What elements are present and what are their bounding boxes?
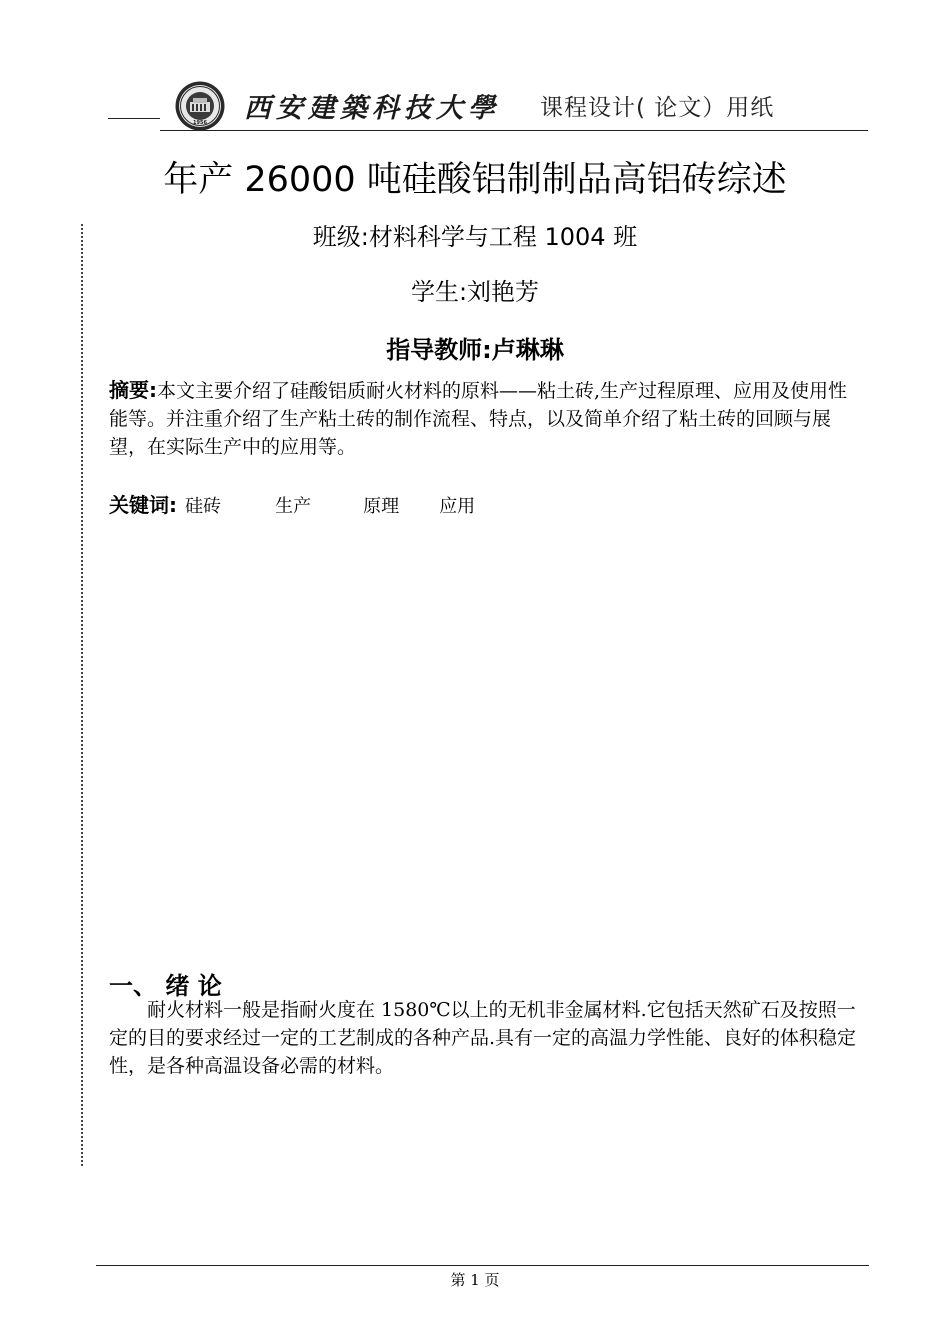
- keyword-item: 硅砖: [185, 496, 222, 517]
- student-info: 学生:刘艳芳: [410, 278, 540, 306]
- keyword-item: 原理: [363, 496, 400, 517]
- footer-rule: [96, 1265, 869, 1266]
- keyword-item: 生产: [275, 496, 312, 517]
- document-title: 年产 26000 吨硅酸铝制制品高铝砖综述: [163, 160, 787, 200]
- abstract-text: 本文主要介绍了硅酸铝质耐火材料的原料——粘土砖,生产过程原理、应用及使用性能等。并注重介绍了生产粘土砖的制作流程、特点，以及简单介绍了粘土砖的回顾与展望，在实际生产中的应用等。: [109, 380, 848, 458]
- binding-line: [81, 224, 83, 1166]
- class-info: 班级:材料科学与工程 1004 班: [312, 223, 638, 251]
- keywords-label: 关键词:: [109, 493, 177, 517]
- page-number: 第 1 页: [450, 1271, 500, 1289]
- abstract: [109, 376, 859, 461]
- abstract-label: 摘要:: [109, 378, 157, 402]
- keywords: [109, 489, 475, 518]
- seal-year: 1956: [193, 120, 207, 126]
- section-body: [109, 996, 859, 1080]
- paper-type-label: 课程设计( 论文）用纸: [540, 95, 775, 121]
- section-heading: 一、 绪 论: [109, 972, 222, 1000]
- keyword-item: 应用: [439, 496, 476, 517]
- header-rule: [160, 130, 868, 131]
- advisor-info: 指导教师:卢琳琳: [386, 336, 564, 364]
- university-seal-icon: [174, 80, 226, 132]
- university-name: 西安建築科技大學: [244, 93, 500, 124]
- header-rule-left: [108, 118, 160, 119]
- section-body-text: 耐火材料一般是指耐火度在 1580℃以上的无机非金属材料.它包括天然矿石及按照一定的目的要求经过一定的工艺制成的各种产品.具有一定的高温力学性能、良好的体积稳定性，是各种高温设备必需的材料。: [109, 999, 857, 1077]
